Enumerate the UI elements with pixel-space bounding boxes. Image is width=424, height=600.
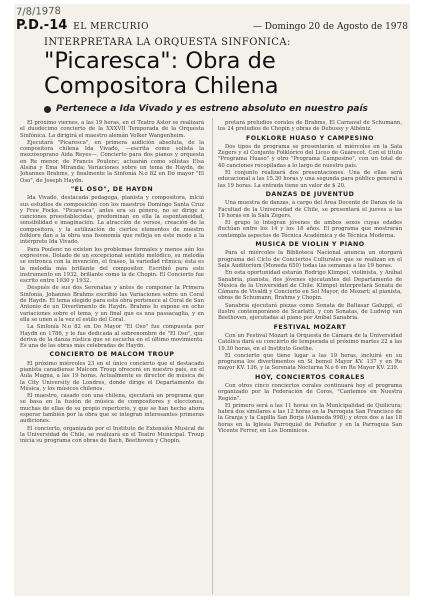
bullet-icon [44, 106, 51, 113]
paragraph: El concierto, organizado por el Instituto de Extensión Musical de la Universidad de Chile, se realizará en el Teatro Municipal. Troup inicia su programa con obras de Bach, Beethoven y Chopin. [20, 425, 204, 445]
section-heading: FESTIVAL MOZART [273, 323, 347, 331]
handwritten-reference: 7/8/1978 [15, 5, 62, 19]
paragraph: El concierto que tiene lugar a las 19 horas, incluirá en su programa los divertimentos en Si bemol Mayor KV. 137 y en Re mayor KV. 136, y la Serenata Nocturna N.o 6 en Re Mayor KV. 239. [218, 352, 402, 372]
paragraph: Con un Festival Mozart la Orquesta de Cámara de la Universidad Católica dará su concierto de temporada el próximo martes 22 a las 19.30 horas, en el Instituto Goethe. [218, 332, 402, 352]
paragraph: El conjunto realizará dos presentaciones. Una de ellas será educacional a las 15.30 horas y una segunda para público general a las 19 horas. La entrada tiene un valor de $ 20. [218, 170, 402, 189]
article-column-left [20, 120, 204, 594]
masthead [16, 18, 408, 36]
article-headline [44, 49, 404, 99]
article-dek [44, 104, 404, 114]
issue-date: — Domingo 20 de Agosto de 1978 [252, 22, 408, 32]
headline-line: "Picaresca": Obra de [44, 48, 276, 74]
headline-line: Compositora Chilena [44, 73, 279, 99]
newspaper-name: EL MERCURIO [73, 22, 149, 32]
paragraph: Para el miércoles la Biblioteca Nacional anuncia un otorgará programa del Ciclo de Conciertos Culturales que se realizan en el Sala Auditorium (Moneda 650) todas las semanas a las 19 horas. [218, 250, 402, 269]
paragraph: Ejecutará "Picaresca", en primera audición absoluta, de la compositora chilena Ida Vivado, —escrita como solista la mezzosoprano Aida Reyes—, Concierto para dos pianos y orquesta en Re menor, de Francis Poulenc; actuarán como solistas Elsa Alsina y Ema Miranda; Variaciones sobre un tema de Haydn, de Johannes Brahms, y finalmente la Sinfonía N.o 82 en Do mayor "El Oso", de Joseph Haydn. [20, 139, 204, 184]
column-divider [212, 118, 213, 594]
paragraph: Sanabria ejecutará piezas como Sonata de Baltasar Galuppi, el ilustre contemporáneo de Scarlatti, y con Sonatas, de Ludwig van Beethoven, ejecutadas al piano por Aníbal Sanabria. [218, 302, 402, 322]
section-heading: DANZAS DE JUVENTUD [265, 190, 355, 198]
dek-text: Pertenece a Ida Vivado y es estreno absoluto en nuestro país [56, 104, 368, 114]
article-column-right [218, 120, 402, 594]
paragraph: El grupo lo integran jóvenes de ambos sexos cuyas edades fluctúan entre los 14 y los 18 años. El programa que mostrarán contempla aspectos de Técnica Académica y de Técnica Moderna. [218, 220, 402, 239]
paragraph: El maestro, casado con una chilena, ejecutará un programa que se basa en la fusión de música de compositores y elecciones, muchas de ellas de su propio repertorio, y que se han hecho ahora esperar también por la obra que se integran interesantes primeras audiciones. [20, 393, 204, 425]
paragraph: Una muestra de danzas, a cargo del Área Docente de Danza de la Facultad de la Universidad de Chile, se presentará el jueves a las 19 horas en la Sala Zegers. [218, 200, 402, 219]
paragraph: El próximo viernes, a las 19 horas, en el Teatro Astor se realizará el duodécimo concierto de la XXXVII Temporada de la Orquesta Sinfónica. La dirigirá el maestro alemán Volker Wangenheim. [20, 120, 204, 139]
paragraph: pretará preludios corales de Brahms, El Carnaval de Schumann, los 24 preludios de Chopin y obras de Debussy y Albéniz. [218, 120, 402, 133]
section-heading: "EL OSO", DE HAYDN [70, 185, 154, 193]
paragraph: Ida Vivado, destacada pedagoga, pianista y compositora, inició sus estudios de composición con los maestros Domingo Santa Cruz y Free Focke. "Picaresca", antes era su género, no se dirige a canciones preestablecidas, predominan en ella la espontaneidad, sensibilidad e imaginación. La atracción de versos, creación de la compositora, y la estilización de ciertos elementos de nuestro folklore dan a la obra una fisonomía que refleja en este modo a la intérprete Ida Vivado. [20, 195, 204, 246]
section-heading: MUSICA DE VIOLIN Y PIANO [255, 241, 365, 249]
paragraph: El próximo miércoles 23 en el único concierto que el destacado pianista canadiense Malcom Troup ofrecerá en nuestro país, en el Aula Magna, a las 19 horas. Actualmente es director de música de la City University de Londres, donde dirige el Departamento de Música, y los músicos chilenos. [20, 360, 204, 392]
paragraph: En esta oportunidad estarán Rodrigo Klimpel, violinista, y Aníbal Sanabria, pianista, dos jóvenes ejecutantes del Departamento de Música de la Universidad de Chile. Klimpel interpretará Sonata de Cámara de Vivaldi y Concierto en Sol Mayor, de Mozart; al pianista, obras de Schumann, Brahms y Chopin. [218, 270, 402, 302]
newspaper-clipping [14, 4, 410, 596]
section-code: P.D.-14 [16, 18, 68, 33]
paragraph: Con otros cinco conciertos corales continuará hoy el programa organizado por la Federación de Coros, "Cantemos en Nuestra Región". [218, 382, 402, 402]
article-kicker: INTERPRETARA LA ORQUESTA SINFONICA: [44, 37, 291, 48]
section-heading: FOLKLORE HUASO Y CAMPESINO [245, 134, 375, 142]
paragraph: Después de sus dos Serenatas y antes de componer la Primera Sinfonía, Johannes Brahms escribió las Variaciones sobre un Coral de Haydn. El tema elegido para esta obra pertenece al Coral de San Antonio de un Divertimento de Haydn. Brahms lo expone en ocho variaciones sobre el tema, y un final que es una passacaglia, y en ella se unen a la vez el estilo del Coral. [20, 285, 204, 323]
paragraph: Dos tipos de programa se presentarán el miércoles en la Sala Zegers y el Conjunto Folklórico del Liceo de Guarecot. Con el título "Programa Huaso" y otro "Programa Campesino", con un total de 40 canciones recopiladas a lo largo de nuestro país. [218, 143, 402, 169]
section-heading: CONCIERTO DE MALCOM TROUP [49, 351, 175, 359]
paragraph: La Sinfonía N.o 82 en Do Mayor "El Oso" fue compuesta por Haydn en 1786, y le fue dedicada al sobrenombre de "El Oso", que deriva de la danza rústica que se escucha en el último movimiento. Es una de las obras más celebradas de Haydn. [20, 324, 204, 350]
paragraph: El primero será a las 11 horas en la Municipalidad de Quilicura; habrá dos similares a las 12 horas en la Parroquia San Francisco de la Granja y la Capilla San Borja (Alameda 998); y otros dos a las 18 horas en la Iglesia Parroquial de Peñaflor y en la Parroquia San Vicente Ferrer, en Los Domínicos. [218, 402, 402, 435]
paragraph: Para Poulenc no existen los problemas formales y menos aún los expresivos. Dotado de un excepcional sentido melódico, su melodía se entronca con la invención, el fraseo, la variedad rítmica; ésta es la melodía más brillante del compositor. Escribió para este instrumento en 1932, brillante como la de Chopin. El Concierto fue escrito entre 1930 y 1932. [20, 246, 204, 285]
section-heading: HOY, CONCIERTOS CORALES [255, 373, 365, 381]
